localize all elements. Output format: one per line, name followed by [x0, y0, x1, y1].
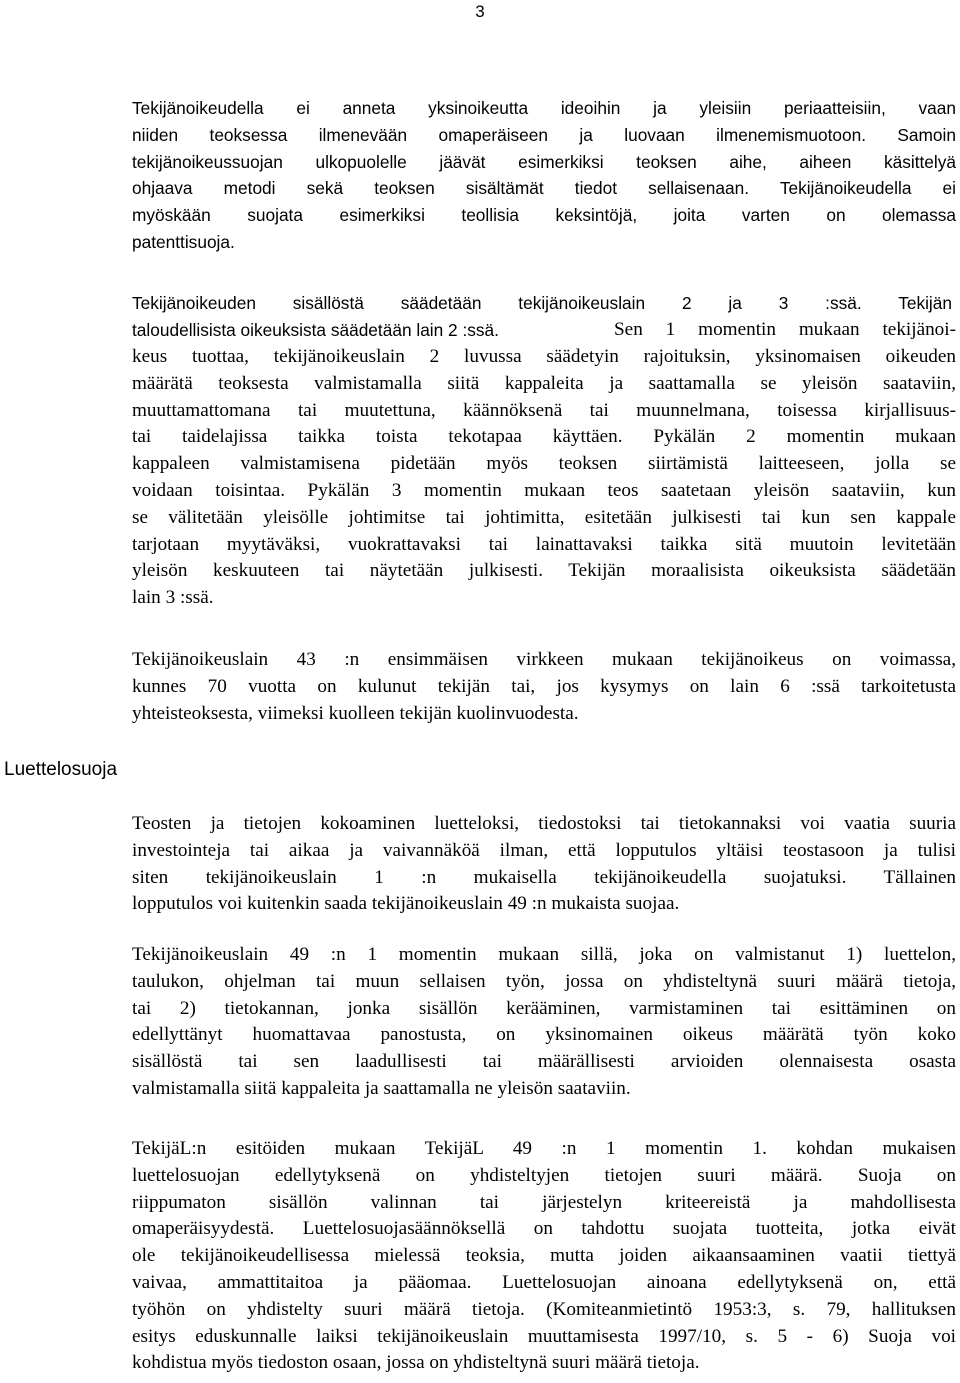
text-line: omaperäisyydestä. Luettelosuojasäännöksellä on tahdottu suojata tuotteita, jotka eivät — [132, 1218, 956, 1240]
text-line: niiden teoksessa ilmenevään omaperäiseen ja luovaan ilmenemismuotoon. Samoin — [132, 124, 956, 145]
text-line: lopputulos voi kuitenkin saada tekijänoikeuslain 49 :n mukaista suojaa. — [132, 893, 680, 915]
text-line: Sen 1 momentin mukaan tekijänoi- — [614, 319, 956, 340]
text-line: tarjotaan myytäväksi, vuokrattavaksi tai lainattavaksi taikka sitä muutoin levitetään — [132, 533, 956, 555]
paragraph-ideas-not-protected — [132, 95, 956, 256]
text-line: valmistamalla siitä kappaleita ja saattamalla ne yleisön saataviin. — [132, 1077, 631, 1099]
text-line: kohdistua myös tiedoston osaan, jossa on yhdisteltynä suuri määrä tietoja. — [132, 1352, 700, 1374]
text-line: sisällöstä tai sen laadullisesti tai määrällisesti arvioiden olennaisesta osasta — [132, 1051, 956, 1073]
text-line: määrätä teoksesta valmistamalla siitä kappaleita ja saattamalla se yleisön saataviin, — [132, 372, 956, 394]
text-line: myöskään suojata esimerkiksi teollisia keksintöjä, joita varten on olemassa — [132, 205, 956, 226]
paragraph-section-49 — [132, 942, 956, 1103]
text-line: lain 3 :ssä. — [132, 587, 214, 609]
text-line: taulukon, ohjelman tai muun sellaisen työn, jossa on yhdisteltynä suuri määrä tietoja, — [132, 970, 956, 992]
text-line: vaivaa, ammattitaitoa ja pääomaa. Luettelosuojan ainoana edellytyksenä on, että — [132, 1271, 956, 1293]
text-line: kunnes 70 vuotta on kulunut tekijän tai, jos kysymys on lain 6 :ssä tarkoitetusta — [132, 675, 956, 697]
text-line: ohjaava metodi sekä teoksen sisältämät tiedot sellaisenaan. Tekijänoikeudella ei — [132, 178, 956, 199]
text-line: kappaleen valmistamisena pidetään myös teoksen siirtämistä laitteeseen, jolla se — [132, 453, 956, 475]
paragraph-compilations — [132, 811, 956, 918]
text-line: luettelosuojan edellytyksenä on yhdisteltyjen tietojen suuri määrä. Suoja on — [132, 1164, 956, 1186]
paragraph-content-rights — [132, 344, 956, 612]
text-line: riippumaton sisällön valinnan tai järjestelyn kriteereistä ja mahdollisesta — [132, 1191, 956, 1213]
text-line: yhteisteoksesta, viimeksi kuolleen tekijän kuolinvuodesta. — [132, 702, 579, 724]
text-line: ole tekijänoikeudellisessa mielessä teoksia, mutta joiden aikaansaaminen vaatii tiettyä — [132, 1245, 956, 1267]
text-line: työhön on yhdistelty suuri määrä tietoja. (Komiteanmietintö 1953:3, s. 79, hallituksen — [132, 1298, 956, 1320]
text-line: Tekijänoikeudella ei anneta yksinoikeutta ideoihin ja yleisiin periaatteisiin, vaan — [132, 98, 956, 118]
text-line: tekijänoikeussuojan ulkopuolelle jäävät esimerkiksi teoksen aihe, aiheen käsittelyä — [132, 151, 956, 172]
text-line: Tekijänoikeuden sisällöstä säädetään tekijänoikeuslain 2 ja 3 :ssä. Tekijän — [132, 293, 952, 313]
text-line: edellyttänyt huomattavaa panostusta, on yksinomainen oikeus määrätä työn koko — [132, 1024, 956, 1046]
text-line: muuttamattomana tai muutettuna, käännöksenä tai muunnelmana, toisessa kirjallisuus- — [132, 399, 956, 421]
text-line: siten tekijänoikeuslain 1 :n mukaisella tekijänoikeudella suojatuksi. Tällainen — [132, 866, 956, 888]
paragraph-preparatory-works — [132, 1136, 956, 1377]
text-line: TekijäL:n esitöiden mukaan TekijäL 49 :n 1 momentin 1. kohdan mukaisen — [132, 1138, 956, 1159]
page-number: 3 — [475, 2, 485, 21]
paragraph-term-of-protection — [132, 647, 956, 727]
text-line: esitys eduskunnalle laiksi tekijänoikeuslain muuttamisesta 1997/10, s. 5 - 6) Suoja voi — [132, 1325, 956, 1347]
text-line: investointeja tai aikaa ja vaivannäköä ilman, että lopputulos yltäisi teostasoon ja tulisi — [132, 839, 956, 861]
text-line: yleisön keskuuteen tai näytetään julkisesti. Tekijän moraalisista oikeuksista säädetään — [132, 560, 956, 582]
text-line: taloudellisista oikeuksista säädetään lain 2 :ssä. — [132, 319, 499, 340]
text-line: Tekijänoikeuslain 43 :n ensimmäisen virkkeen mukaan tekijänoikeus on voimassa, — [132, 649, 956, 670]
text-line: patenttisuoja. — [132, 231, 235, 252]
text-line: Teosten ja tietojen kokoaminen luetteloksi, tiedostoksi tai tietokannaksi voi vaatia suuria — [132, 813, 956, 834]
paragraph-content-rights-cont-first — [614, 317, 956, 344]
text-line: se välitetään yleisölle johtimitse tai johtimitta, esitetään julkisesti tai kun sen kappale — [132, 506, 956, 528]
section-heading-luettelosuoja: Luettelosuoja — [4, 759, 118, 780]
text-line: voidaan toisintaa. Pykälän 3 momentin mukaan teos saatetaan yleisön saataviin, kun — [132, 479, 956, 501]
text-line: tai taidelajissa taikka toista tekotapaa käyttäen. Pykälän 2 momentin mukaan — [132, 426, 956, 448]
text-line: Tekijänoikeuslain 49 :n 1 momentin mukaan sillä, joka on valmistanut 1) luettelon, — [132, 944, 956, 965]
text-line: tai 2) tietokannan, jonka sisällön kerääminen, varmistaminen tai esittäminen on — [132, 997, 956, 1019]
text-line: keus tuottaa, tekijänoikeuslain 2 luvussa säädetyin rajoituksin, yksinomaisen oikeuden — [132, 346, 956, 367]
